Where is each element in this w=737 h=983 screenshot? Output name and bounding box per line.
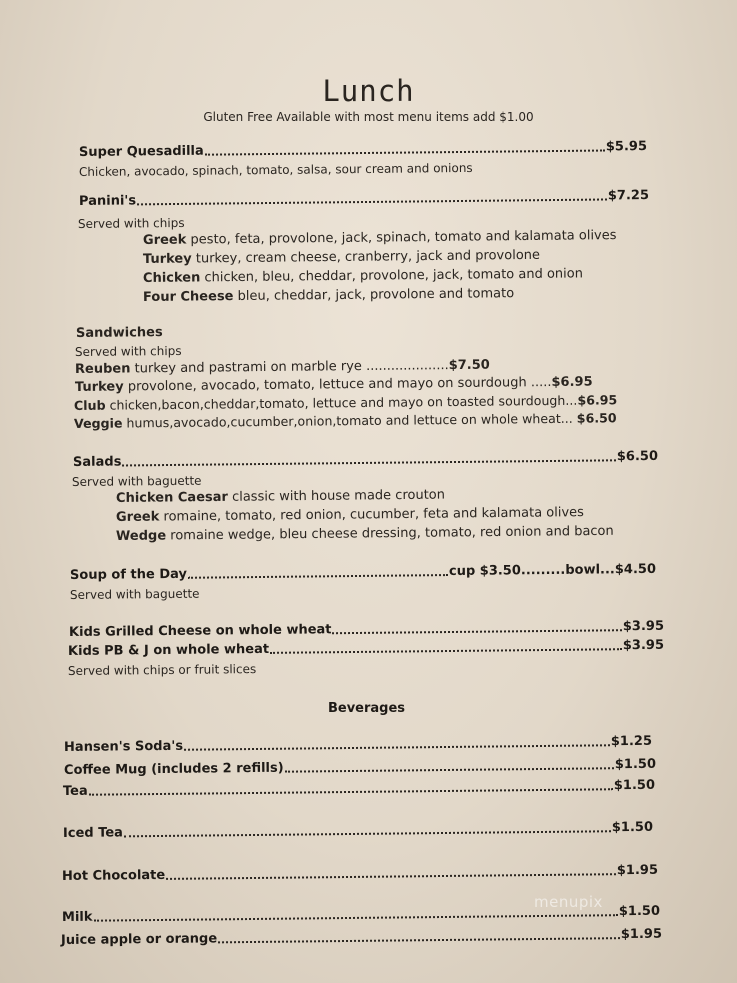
item-name: Kids Grilled Cheese on whole wheat xyxy=(68,622,332,640)
dot-leader xyxy=(188,574,448,579)
dot-leader xyxy=(218,937,620,943)
beverage-tea xyxy=(63,778,655,799)
served-note: Served with chips or fruit slices xyxy=(67,662,257,678)
item-price: $1.25 xyxy=(610,733,653,750)
item-price: $1.95 xyxy=(616,862,659,879)
sandwich-turkey: Turkey provolone, avocado, tomato, lettuce and mayo on sourdough .....$6.95 xyxy=(74,374,593,395)
item-name: Tea xyxy=(62,783,88,799)
salad-greek: Greek romaine, tomato, red onion, cucumber, feta and kalamata olives xyxy=(115,505,585,525)
menu-item-salads xyxy=(73,449,658,470)
salad-wedge: Wedge romaine wedge, bleu cheese dressing, tomato, red onion and bacon xyxy=(115,523,614,544)
item-price: $7.25 xyxy=(607,188,650,204)
item-name: Salads xyxy=(72,454,122,470)
page-title: Lunch xyxy=(322,74,415,108)
item-price: $1.50 xyxy=(611,819,654,836)
salad-chicken-caesar: Chicken Caesar classic with house made crouton xyxy=(115,487,446,506)
served-note: Served with chips xyxy=(74,343,182,359)
dot-leader xyxy=(94,914,618,921)
beverage-hansens-soda xyxy=(64,734,652,755)
item-name: Panini's xyxy=(78,193,137,209)
menu-item-kids-pbj xyxy=(68,638,664,659)
panini-four-cheese: Four Cheese bleu, cheddar, jack, provolone and tomato xyxy=(142,286,515,305)
beverage-hot-chocolate xyxy=(62,863,658,884)
menu-item-soup: Soup of the Day cup $3.50 ......... bowl ... $4.50 xyxy=(69,561,657,583)
dot-leader xyxy=(332,629,621,634)
sandwich-club: Club chicken,bacon,cheddar,tomato, lettuce and mayo on toasted sourdough...$6.95 xyxy=(73,392,618,413)
item-price: $1.50 xyxy=(614,756,657,773)
item-name: Hot Chocolate xyxy=(61,867,166,884)
dot-leader xyxy=(166,873,616,880)
menu-item-paninis xyxy=(79,188,649,209)
item-price: $1.50 xyxy=(613,777,656,794)
beverage-iced-tea xyxy=(63,820,653,841)
dot-leader xyxy=(285,767,614,772)
dot-leader xyxy=(205,149,605,155)
dot-leader xyxy=(124,830,611,837)
bowl-price: $4.50 xyxy=(614,561,657,578)
item-price: $1.95 xyxy=(620,926,663,943)
panini-turkey: Turkey turkey, cream cheese, cranberry, jack and provolone xyxy=(142,247,541,267)
item-name: Super Quesadilla xyxy=(78,143,204,160)
beverage-juice xyxy=(61,927,662,948)
item-name: Coffee Mug (includes 2 refills) xyxy=(63,760,284,778)
item-name: Hansen's Soda's xyxy=(63,738,184,755)
dot-leader xyxy=(122,459,615,466)
dot-leader xyxy=(137,198,607,205)
sandwich-veggie: Veggie humus,avocado,cucumber,onion,tomato and lettuce on whole wheat... $6.50 xyxy=(73,410,617,431)
item-name: Soup of the Day xyxy=(69,566,188,583)
section-beverages: Beverages xyxy=(327,701,406,716)
dot-leader xyxy=(270,648,622,654)
item-price: $6.50 xyxy=(616,448,659,465)
cup-price: cup $3.50 xyxy=(448,563,521,580)
item-description: Chicken, avocado, spinach, tomato, salsa, sour cream and onions xyxy=(78,160,473,179)
item-name: Juice apple or orange xyxy=(60,931,218,948)
item-name: Kids PB & J on whole wheat xyxy=(67,641,270,659)
item-name: Milk xyxy=(61,909,93,925)
served-note: Served with chips xyxy=(77,215,185,231)
served-note: Served with baguette xyxy=(69,586,200,602)
gluten-free-note: Gluten Free Available with most menu items add $1.00 xyxy=(203,110,534,124)
menu-item-kids-grilled-cheese xyxy=(69,619,664,640)
menupix-watermark: menupix xyxy=(534,893,603,911)
menu-item-super-quesadilla xyxy=(79,139,647,160)
bowl-label: bowl xyxy=(565,562,601,578)
panini-greek: Greek pesto, feta, provolone, jack, spinach, tomato and kalamata olives xyxy=(142,228,617,248)
dot-leader xyxy=(184,744,610,750)
beverage-coffee-mug xyxy=(64,757,656,778)
section-sandwiches: Sandwiches xyxy=(75,325,163,341)
item-price: $5.95 xyxy=(605,139,648,155)
item-name: Iced Tea xyxy=(62,825,123,841)
dot-leader xyxy=(89,788,613,795)
item-price: $1.50 xyxy=(618,903,661,920)
served-note: Served with baguette xyxy=(71,473,202,489)
panini-chicken: Chicken chicken, bleu, cheddar, provolone, jack, tomato and onion xyxy=(142,266,584,286)
item-price: $3.95 xyxy=(622,618,665,635)
item-price: $3.95 xyxy=(622,637,665,654)
sandwich-reuben: Reuben turkey and pastrami on marble rye ....................$7.50 xyxy=(74,357,490,377)
